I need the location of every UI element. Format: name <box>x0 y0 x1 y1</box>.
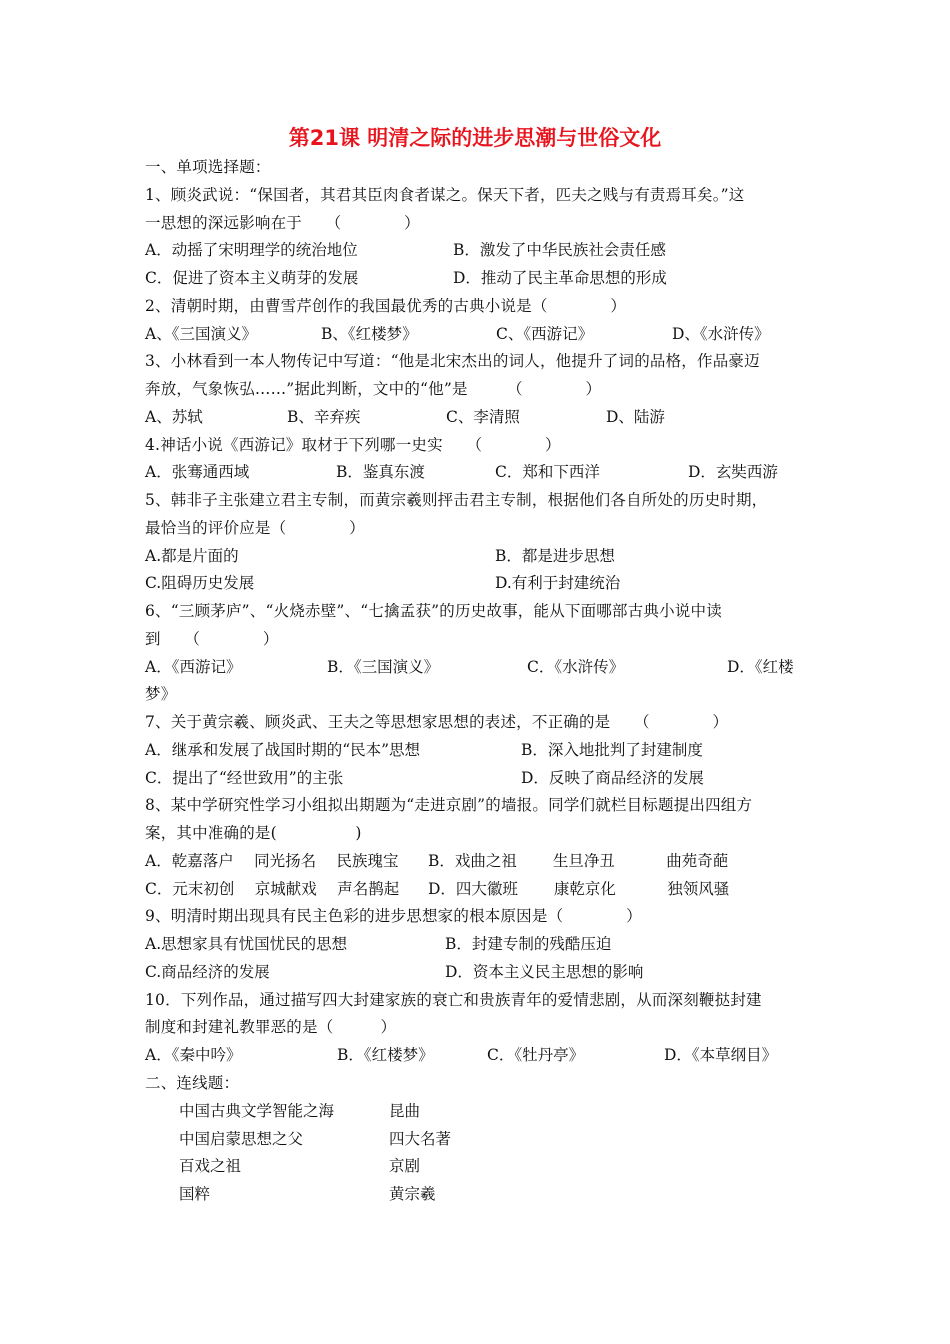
question-7-option-a: A．继承和发展了战国时期的“民本”思想 <box>145 741 421 759</box>
matching-left-item: 中国启蒙思想之父 <box>179 1130 304 1148</box>
question-8-option-c: C．元末初创 京城献戏 声名鹊起 <box>145 880 400 898</box>
question-2-option-c: C、《西游记》 <box>496 325 594 343</box>
question-3-option-b: B、辛弃疾 <box>287 408 361 426</box>
question-7-stem: 7、关于黄宗羲、顾炎武、王夫之等思想家思想的表述，不正确的是 （ ） <box>145 713 729 731</box>
matching-right-item: 昆曲 <box>389 1102 421 1120</box>
question-10-option-a: A．《秦中吟》 <box>145 1046 242 1064</box>
question-5-stem-line2: 最恰当的评价应是（ ） <box>145 519 365 537</box>
question-10-option-b: B．《红楼梦》 <box>337 1046 434 1064</box>
question-9-option-d: D．资本主义民主思想的影响 <box>445 963 644 981</box>
question-9-option-a: A.思想家具有忧国忧民的思想 <box>145 935 348 953</box>
question-9-stem: 9、明清时期出现具有民主色彩的进步思想家的根本原因是（ ） <box>145 907 642 925</box>
question-3-stem-line1: 3、小林看到一本人物传记中写道：“他是北宋杰出的词人，他提升了词的品格，作品豪迈 <box>145 352 760 370</box>
question-6-stem-line1: 6、“三顾茅庐”、“火烧赤壁”、“七擒孟获”的历史故事，能从下面哪部古典小说中读 <box>145 602 722 620</box>
matching-left-item: 国粹 <box>179 1185 211 1203</box>
question-10-option-d: D．《本草纲目》 <box>664 1046 778 1064</box>
question-3-option-c: C、李清照 <box>446 408 520 426</box>
question-8-stem-line1: 8、某中学研究性学习小组拟出期题为“走进京剧”的墙报。同学们就栏目标题提出四组方 <box>145 796 753 814</box>
question-2-stem: 2、清朝时期，由曹雪芹创作的我国最优秀的古典小说是（ ） <box>145 297 627 315</box>
matching-right-item: 黄宗羲 <box>389 1185 436 1203</box>
matching-right-item: 京剧 <box>389 1157 421 1175</box>
question-3-option-d: D、陆游 <box>606 408 665 426</box>
question-7-option-b: B．深入地批判了封建制度 <box>521 741 703 759</box>
question-1-stem-line1: 1、顾炎武说：“保国者，其君其臣肉食者谋之。保天下者，匹夫之贱与有责焉耳矣。”这 <box>145 186 745 204</box>
question-6-option-c: C．《水浒传》 <box>527 658 625 676</box>
question-7-option-c: C．提出了“经世致用”的主张 <box>145 769 344 787</box>
question-2-option-b: B、《红楼梦》 <box>321 325 418 343</box>
question-5-option-b: B．都是进步思想 <box>495 547 615 565</box>
question-3-stem-line2: 奔放，气象恢弘……”据此判断，文中的“他”是 （ ） <box>145 380 602 398</box>
question-6-option-b: B．《三国演义》 <box>327 658 440 676</box>
question-4-option-b: B．鉴真东渡 <box>336 463 425 481</box>
question-1-option-b: B．激发了中华民族社会责任感 <box>453 241 666 259</box>
question-5-stem-line1: 5、韩非子主张建立君主专制，而黄宗羲则抨击君主专制，根据他们各自所处的历史时期， <box>145 491 768 509</box>
question-10-stem-line1: 10．下列作品，通过描写四大封建家族的衰亡和贵族青年的爱情悲剧，从而深刻鞭挞封建 <box>145 991 762 1009</box>
question-1-stem-line2: 一思想的深远影响在于 （ ） <box>145 214 420 232</box>
question-4-option-c: C．郑和下西洋 <box>495 463 600 481</box>
question-9-option-b: B．封建专制的残酷压迫 <box>445 935 612 953</box>
question-8-option-a: A．乾嘉落户 同光扬名 民族瑰宝 <box>145 852 399 870</box>
question-4-stem: 4.神话小说《西游记》取材于下列哪一史实 （ ） <box>145 436 561 454</box>
question-6-option-d-continued: 梦》 <box>145 685 177 703</box>
question-5-option-a: A.都是片面的 <box>145 547 239 565</box>
question-10-stem-line2: 制度和封建礼教罪恶的是（ ） <box>145 1018 397 1036</box>
question-2-option-d: D、《水浒传》 <box>672 325 770 343</box>
question-8-option-d: D．四大徽班 康乾京化 独领风骚 <box>428 880 730 898</box>
section-heading-choice: 一、单项选择题： <box>145 158 271 176</box>
section-heading-matching: 二、连线题： <box>145 1074 240 1092</box>
question-7-option-d: D．反映了商品经济的发展 <box>521 769 704 787</box>
question-1-option-a: A．动摇了宋明理学的统治地位 <box>145 241 358 259</box>
question-3-option-a: A、苏轼 <box>145 408 203 426</box>
question-9-option-c: C.商品经济的发展 <box>145 963 270 981</box>
matching-left-item: 中国古典文学智能之海 <box>179 1102 335 1120</box>
question-8-option-b: B．戏曲之祖 生旦净丑 曲苑奇葩 <box>428 852 729 870</box>
question-5-option-c: C.阻碍历史发展 <box>145 574 255 592</box>
question-4-option-a: A．张骞通西域 <box>145 463 250 481</box>
question-6-stem-line2: 到 （ ） <box>145 630 279 648</box>
question-5-option-d: D.有利于封建统治 <box>495 574 621 592</box>
question-6-option-a: A．《西游记》 <box>145 658 242 676</box>
question-8-stem-line2: 案，其中准确的是( ) <box>145 824 362 842</box>
question-1-option-c: C．促进了资本主义萌芽的发展 <box>145 269 359 287</box>
question-10-option-c: C．《牡丹亭》 <box>487 1046 585 1064</box>
question-2-option-a: A、《三国演义》 <box>145 325 257 343</box>
question-4-option-d: D．玄奘西游 <box>688 463 778 481</box>
page-title: 第21课 明清之际的进步思潮与世俗文化 <box>288 126 662 150</box>
matching-left-item: 百戏之祖 <box>179 1157 242 1175</box>
question-1-option-d: D．推动了民主革命思想的形成 <box>453 269 667 287</box>
question-6-option-d: D．《红楼 <box>727 658 794 676</box>
matching-right-item: 四大名著 <box>389 1130 452 1148</box>
